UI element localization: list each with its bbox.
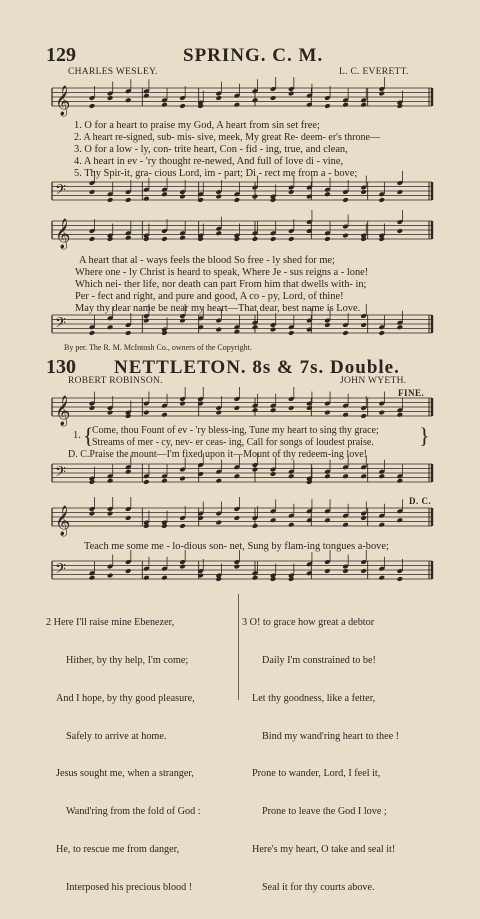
- hymn-129-treble-staff-1: [52, 82, 434, 116]
- hymn-130-treble-staff-1: [52, 392, 434, 426]
- hymn-129-author: CHARLES WESLEY.: [68, 67, 158, 77]
- hymn-129-title: SPRING. C. M.: [183, 45, 324, 66]
- treble-clef-icon: 𝄞: [55, 219, 71, 249]
- hymn-129-composer: L. C. EVERETT.: [339, 67, 409, 77]
- hymn-130-brace-left: {: [83, 423, 94, 448]
- hymn-130-brace-right: }: [419, 423, 430, 448]
- hymn-129-number: 129: [46, 44, 76, 66]
- stanza-3-line: Seal it for thy courts above.: [262, 881, 375, 893]
- bass-clef-icon: 𝄢: [55, 182, 66, 202]
- hymn-130-stanza-2: [46, 592, 201, 919]
- stanza-3-line: Prone to wander, Lord, I feel it,: [252, 768, 381, 780]
- hymn-130-bass-staff-1: [52, 458, 434, 492]
- hymn-130-verse-number: 1.: [73, 430, 81, 441]
- hymn-129-verse-line-1: 1. O for a heart to praise my God, A heart from sin set free;: [74, 120, 320, 131]
- treble-clef-icon: 𝄞: [55, 506, 71, 536]
- hymn-130-verse-line-1: Come, thou Fount of ev - 'ry bless-ing, Tune my heart to sing thy grace;: [92, 425, 379, 436]
- stanza-2-line: Wand'ring from the fold of God :: [66, 806, 201, 818]
- hymn-129-bass-staff-1: [52, 176, 434, 210]
- hymn-130-number: 130: [46, 356, 76, 378]
- stanza-2-line: He, to rescue me from danger,: [56, 843, 180, 855]
- hymn-130-composer: JOHN WYETH.: [340, 376, 407, 386]
- hymn-129-verse-line-4: 4. A heart in ev - 'ry thought re-newed, And full of love di - vine,: [74, 156, 344, 167]
- stanza-3-line: Bind my wand'ring heart to thee !: [262, 730, 400, 742]
- hymn-130-stanza-3: [242, 592, 399, 919]
- stanza-3-line: 3 O! to grace how great a debtor: [242, 617, 375, 629]
- stanza-3-line: Prone to leave the God I love ;: [262, 806, 387, 818]
- hymn-129-refrain-line-4: Per - fect and right, and pure and good, A co - py, Lord, of thine!: [75, 291, 344, 302]
- hymn-129-verse-line-3: 3. O for a low - ly, con- trite heart, Con - fid - ing, true, and clean,: [74, 144, 348, 155]
- hymn-129-refrain-line-1: A heart that al - ways feels the blood So free - ly shed for me;: [79, 255, 335, 266]
- stanza-2-line: Interposed his precious blood !: [66, 881, 193, 893]
- stanza-2-line: 2 Here I'll raise mine Ebenezer,: [46, 617, 175, 629]
- treble-clef-icon: 𝄞: [55, 86, 71, 116]
- stanza-3-line: Daily I'm constrained to be!: [262, 654, 376, 666]
- stanza-3-line: Let thy goodness, like a fetter,: [252, 692, 376, 704]
- hymn-130-fine: FINE.: [398, 388, 425, 398]
- stanza-divider: [238, 594, 239, 700]
- hymn-130-verse-line-2: Streams of mer - cy, nev- er ceas- ing, Call for songs of loudest praise.: [92, 437, 374, 448]
- stanza-3-line: Here's my heart, O take and seal it!: [252, 843, 396, 855]
- treble-clef-icon: 𝄞: [55, 396, 71, 426]
- hymn-129-verse-line-5: 5. Thy Spir-it, gra- cious Lord, im - part; Di - rect me from a - bove;: [74, 168, 358, 179]
- stanza-2-line: Safely to arrive at home.: [66, 730, 167, 742]
- hymn-130-dc-line: D. C.Praise the mount—I'm fixed upon it—Mount of thy redeem-ing love!: [68, 449, 367, 460]
- hymn-129-refrain-line-2: Where one - ly Christ is heard to speak, Where Je - sus reigns a - lone!: [75, 267, 369, 278]
- bass-clef-icon: 𝄢: [55, 315, 66, 335]
- stanza-2-line: And I hope, by thy good pleasure,: [56, 692, 195, 704]
- hymn-130-bass-staff-2: [52, 555, 434, 589]
- hymn-130-second-line: Teach me some me - lo-dious son- net, Sung by flam-ing tongues a-bove;: [84, 541, 389, 552]
- hymn-130-title: NETTLETON. 8s & 7s. Double.: [114, 357, 400, 378]
- hymn-129-copyright: By per. The R. M. McIntosh Co., owners of the Copyright.: [64, 343, 252, 352]
- hymn-129-refrain-line-3: Which nei- ther life, nor death can part From him that dwells with- in;: [75, 279, 367, 290]
- bass-clef-icon: 𝄢: [55, 464, 66, 484]
- hymn-129-treble-staff-2: [52, 215, 434, 253]
- stanza-2-line: Jesus sought me, when a stranger,: [56, 768, 194, 780]
- hymn-130-treble-staff-2: [52, 502, 434, 536]
- hymn-129-refrain-line-5: May thy dear name be near my heart—That dear, best name is Love.: [75, 303, 361, 314]
- hymn-130-author: ROBERT ROBINSON.: [68, 376, 163, 386]
- hymn-129-bass-staff-2: [52, 309, 434, 343]
- stanza-2-line: Hither, by thy help, I'm come;: [66, 654, 189, 666]
- hymn-129-verse-line-2: 2. A heart re-signed, sub- mis- sive, meek, My great Re- deem- er's throne—: [74, 132, 380, 143]
- hymn-130-dc: D. C.: [409, 496, 432, 506]
- bass-clef-icon: 𝄢: [55, 561, 66, 581]
